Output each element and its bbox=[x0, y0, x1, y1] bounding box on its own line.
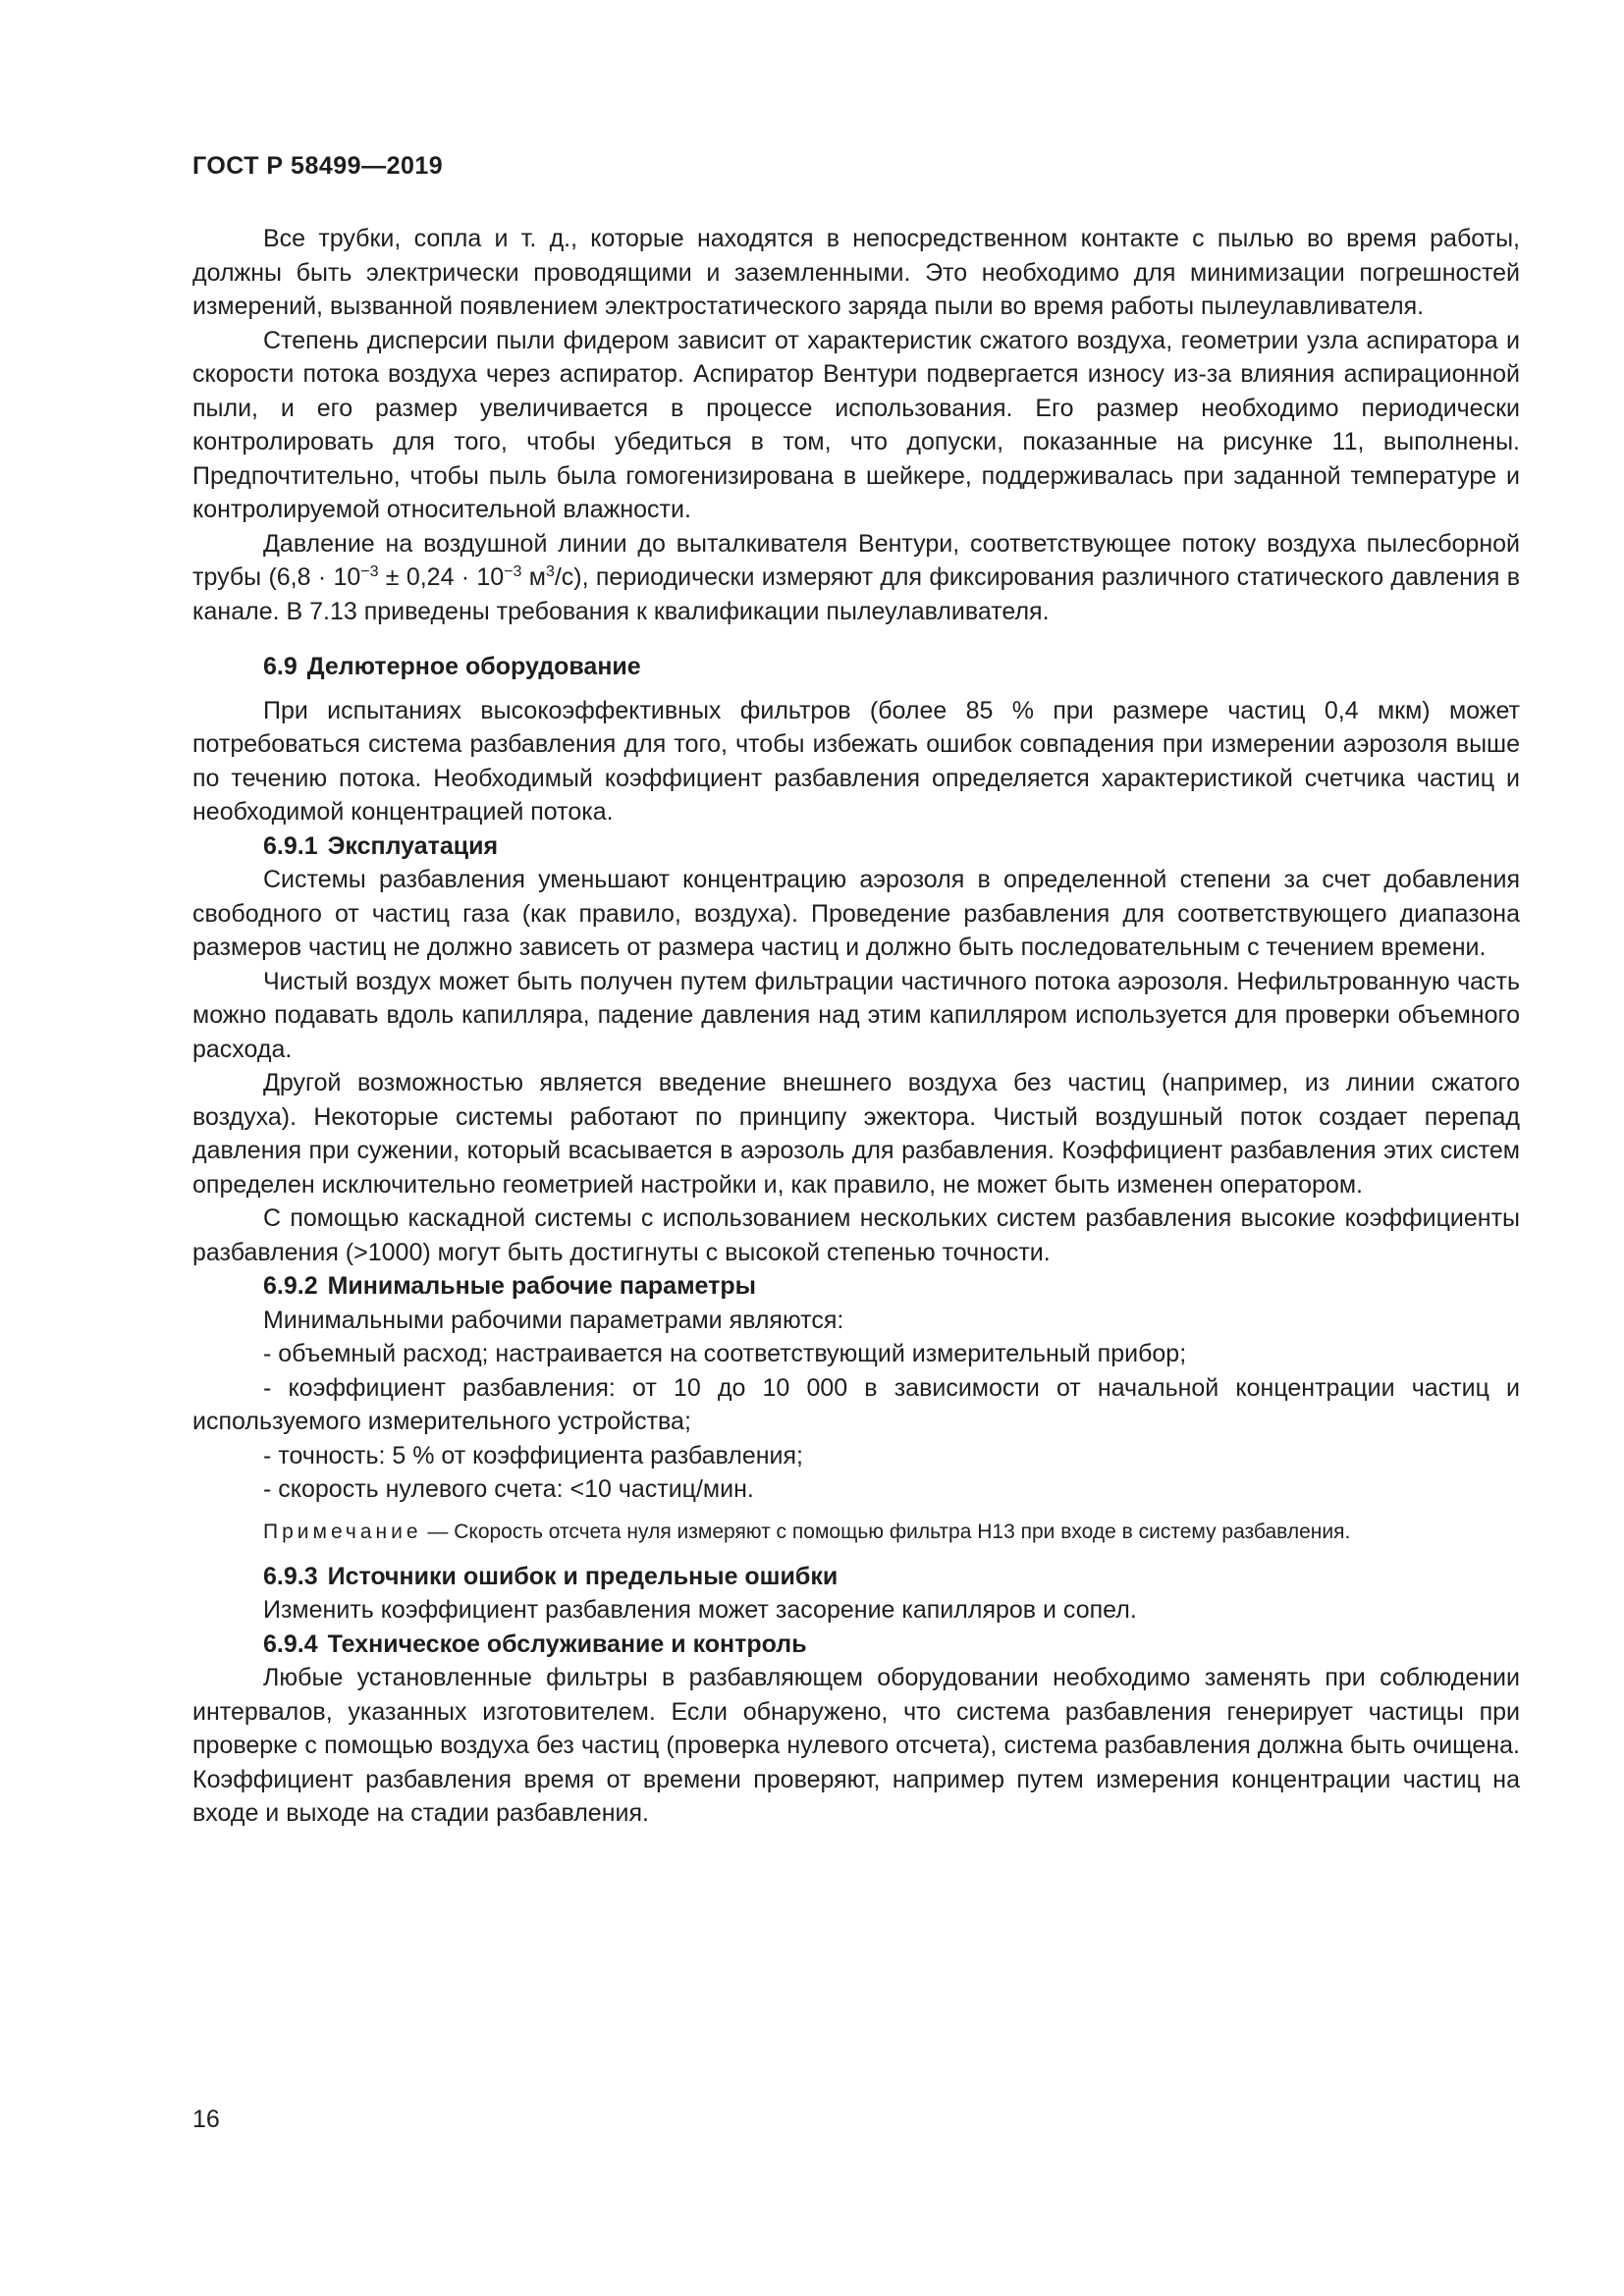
paragraph: С помощью каскадной системы с использованием нескольких систем разбавления высокие коэффициенты разбавления (>1000) могут быть достигнуты с высокой степенью точности. bbox=[192, 1204, 1520, 1266]
list-item: - скорость нулевого счета: <10 частиц/мин. bbox=[263, 1475, 754, 1503]
superscript: −3 bbox=[504, 563, 522, 580]
superscript: 3 bbox=[545, 563, 555, 580]
list-item: - точность: 5 % от коэффициента разбавления; bbox=[263, 1441, 803, 1469]
list-item: - коэффициент разбавления: от 10 до 10 000 в зависимости от начальной концентрации частиц и используемого измерительного устройства; bbox=[192, 1373, 1520, 1435]
paragraph: Системы разбавления уменьшают концентрацию аэрозоля в определенной степени за счет добавления свободного от частиц газа (как правило, воздуха). Проведение разбавления для соответствующего диапазона размеров частиц не должно зависеть от размера частиц и должно быть последовательным с течением времени. bbox=[192, 866, 1520, 961]
document-body bbox=[192, 222, 1520, 1831]
note-label: Примечание bbox=[263, 1520, 422, 1543]
paragraph: Все трубки, сопла и т. д., которые находятся в непосредственном контакте с пылью во время работы, должны быть электрически проводящими и заземленными. Это необходимо для минимизации погрешностей измерений, вызванной появлением электростатического заряда пыли во время работы пылеулавливателя. bbox=[192, 225, 1520, 320]
paragraph: При испытаниях высокоэффективных фильтров (более 85 % при размере частиц 0,4 мкм) может потребоваться система разбавления для того, чтобы избежать ошибок совпадения при измерении аэрозоля выше по течению потока. Необходимый коэффициент разбавления определяется характеристикой счетчика частиц и необходимой концентрацией потока. bbox=[192, 696, 1520, 826]
paragraph: Любые установленные фильтры в разбавляющем оборудовании необходимо заменять при соблюдении интервалов, указанных изготовителем. Если обнаружено, что система разбавления генерирует частицы при проверке с помощью воздуха без частиц (проверка нулевого отсчета), система разбавления должна быть очищена. Коэффициент разбавления время от времени проверяют, например путем измерения концентрации частиц на входе и выходе на стадии разбавления. bbox=[192, 1664, 1520, 1827]
paragraph-pressure: Давление на воздушной линии до выталкивателя Вентури, соответствующее потоку воздуха пылесборной трубы ($6,8 \cdot 10^{-3} \pm 0,24 \cdot 10^{-3}$ $м^3/с$), периодически измеряют для фиксирования различного статического давления в канале. В 7.13 приведены требования к квалификации пылеулавливателя. bbox=[192, 529, 1520, 625]
note-text: — Скорость отсчета нуля измеряют с помощью фильтра H13 при входе в систему разбавления. bbox=[421, 1520, 1351, 1543]
paragraph: Минимальными рабочими параметрами являются: bbox=[263, 1306, 844, 1334]
paragraph: Изменить коэффициент разбавления может засорение капилляров и сопел. bbox=[263, 1596, 1137, 1624]
paragraph: Степень дисперсии пыли фидером зависит от характеристик сжатого воздуха, геометрии узла аспиратора и скорости потока воздуха через аспиратор. Аспиратор Вентури подвергается износу из-за влияния аспирационной пыли, и его размер увеличивается в процессе использования. Его размер необходимо периодически контролировать для того, чтобы убедиться в том, что допуски, показанные на рисунке 11, выполнены. Предпочтительно, чтобы пыль была гомогенизирована в шейкере, поддерживалась при заданной температуре и контролируемой относительной влажности. bbox=[192, 326, 1520, 523]
document-id-header: ГОСТ Р 58499—2019 bbox=[192, 152, 444, 180]
section-heading-6-9-2: 6.9.2 Минимальные рабочие параметры bbox=[263, 1272, 756, 1300]
section-heading-6-9-3: 6.9.3 Источники ошибок и предельные ошибки bbox=[263, 1562, 839, 1590]
paragraph: Другой возможностью является введение внешнего воздуха без частиц (например, из линии сжатого воздуха). Некоторые системы работают по принципу эжектора. Чистый воздушный поток создает перепад давления при сужении, который всасывается в аэрозоль для разбавления. Коэффициент разбавления этих систем определен исключительно геометрией настройки и, как правило, не может быть изменен оператором. bbox=[192, 1069, 1520, 1199]
section-heading-6-9-4: 6.9.4 Техническое обслуживание и контроль bbox=[263, 1629, 807, 1658]
section-heading-6-9: 6.9 Делютерное оборудование bbox=[263, 653, 641, 680]
page-number: 16 bbox=[192, 2106, 220, 2133]
superscript: −3 bbox=[360, 563, 379, 580]
paragraph: Чистый воздух может быть получен путем фильтрации частичного потока аэрозоля. Нефильтрованную часть можно подавать вдоль капилляра, падение давления над этим капилляром используется для проверки объемного расхода. bbox=[192, 967, 1520, 1063]
document-page bbox=[192, 0, 1520, 2296]
section-heading-6-9-1: 6.9.1 Эксплуатация bbox=[263, 831, 499, 860]
note bbox=[192, 1519, 1520, 1546]
list-item: - объемный расход; настраивается на соответствующий измерительный прибор; bbox=[263, 1340, 1187, 1367]
